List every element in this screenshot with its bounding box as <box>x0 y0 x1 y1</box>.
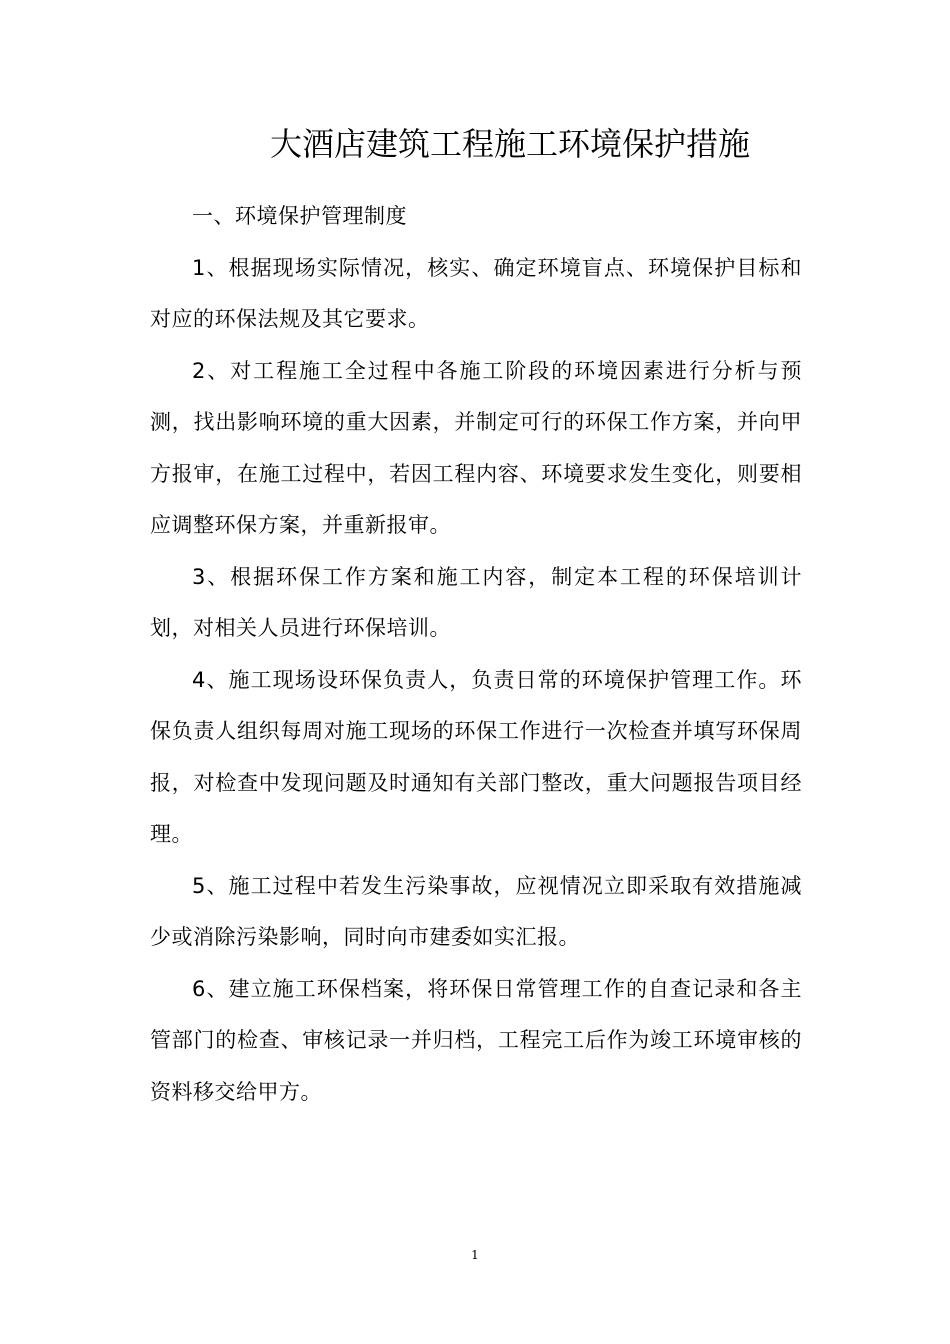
paragraph-3: 3、根据环保工作方案和施工内容，制定本工程的环保培训计划，对相关人员进行环保培训。 <box>150 564 802 640</box>
document-title: 大酒店建筑工程施工环境保护措施 <box>269 125 750 163</box>
page-number: 1 <box>471 1248 479 1262</box>
paragraph-1: 1、根据现场实际情况，核实、确定环境盲点、环境保护目标和对应的环保法规及其它要求。 <box>150 255 802 331</box>
document-body <box>150 191 802 1118</box>
paragraph-6: 6、建立施工环保档案，将环保日常管理工作的自查记录和各主管部门的检查、审核记录一并归档，工程完工后作为竣工环境审核的资料移交给甲方。 <box>150 976 802 1104</box>
paragraph-4: 4、施工现场设环保负责人，负责日常的环境保护管理工作。环保负责人组织每周对施工现场的环保工作进行一次检查并填写环保周报，对检查中发现问题及时通知有关部门整改，重大问题报告项目经理。 <box>150 667 802 846</box>
section-heading: 一、环境保护管理制度 <box>192 204 407 228</box>
paragraph-2: 2、对工程施工全过程中各施工阶段的环境因素进行分析与预测，找出影响环境的重大因素，并制定可行的环保工作方案，并向甲方报审，在施工过程中，若因工程内容、环境要求发生变化，则要相应调整环保方案，并重新报审。 <box>150 358 802 537</box>
paragraph-5: 5、施工过程中若发生污染事故，应视情况立即采取有效措施减少或消除污染影响，同时向市建委如实汇报。 <box>150 873 802 949</box>
